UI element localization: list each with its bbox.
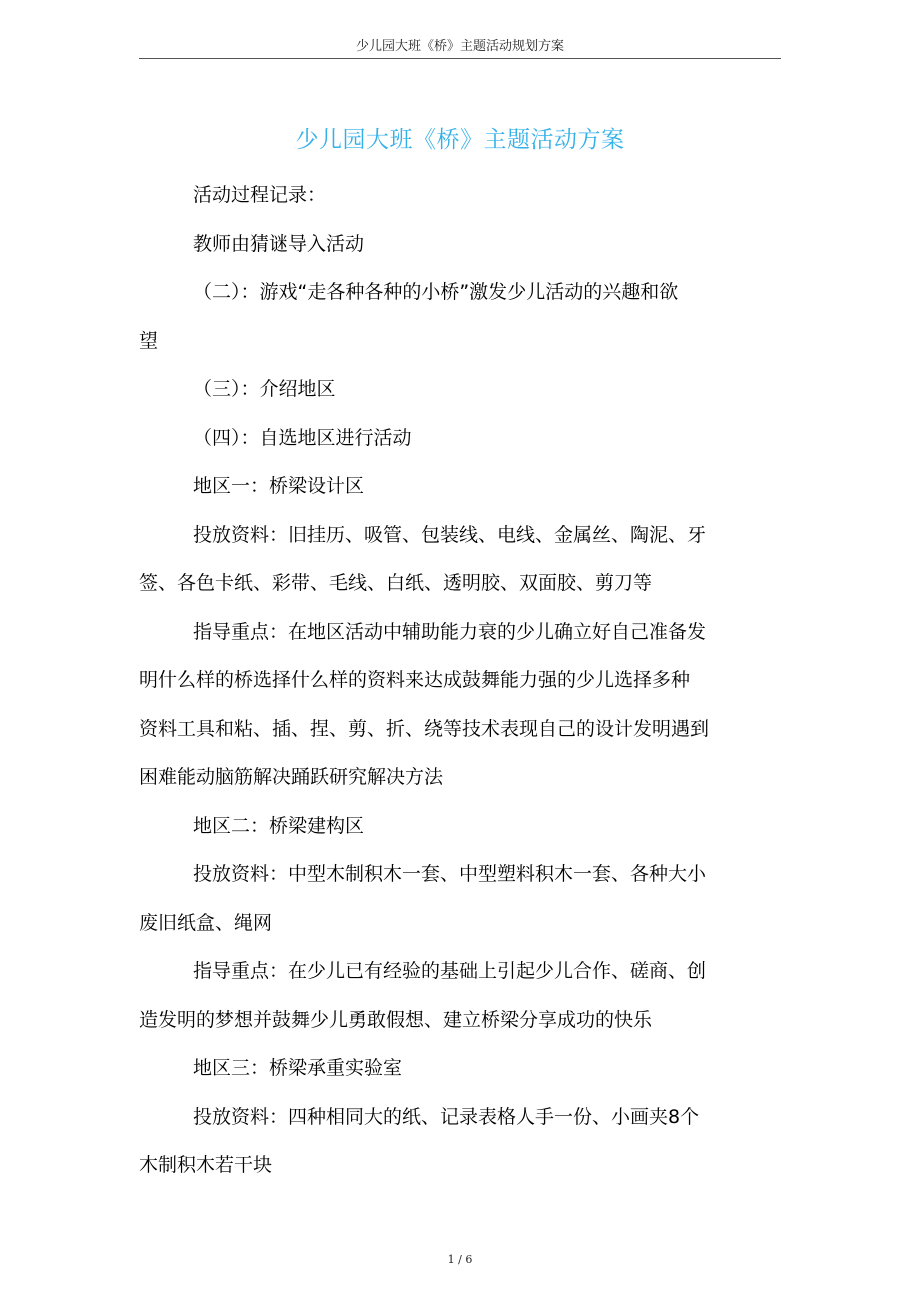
body-line-continuation: 木制积木若干块 <box>139 1154 273 1176</box>
body-line: 指导重点：在地区活动中辅助能力衰的少儿确立好自己准备发 <box>193 620 707 643</box>
body-line-continuation: 资料工具和粘、插、捏、剪、折、绕等技术表现自己的设计发明遇到 <box>139 717 710 740</box>
running-header: 少儿园大班《桥》主题活动规划方案 <box>355 39 564 54</box>
body-line: 投放资料：中型木制积木一套、中型塑料积木一套、各种大小 <box>193 863 707 885</box>
body-line: （四）：自选地区进行活动 <box>193 426 412 449</box>
header-divider <box>139 58 781 59</box>
body-line-continuation: 造发明的梦想并鼓舞少儿勇敢假想、建立桥梁分享成功的快乐 <box>139 1008 653 1031</box>
body-line: 地区一：桥梁设计区 <box>193 475 365 497</box>
body-line: 教师由猜谜导入活动 <box>193 232 365 255</box>
body-line: 地区二：桥梁建构区 <box>193 814 365 837</box>
body-line-continuation: 望 <box>139 329 159 352</box>
document-title: 少儿园大班《桥》主题活动方案 <box>295 127 625 153</box>
body-line-continuation: 签、各色卡纸、彩带、毛线、白纸、透明胶、双面胶、剪刀等 <box>139 572 653 594</box>
body-line: 活动过程记录： <box>193 184 327 206</box>
body-line-continuation: 明什么样的桥选择什么样的资料来达成鼓舞能力强的少儿选择多种 <box>139 669 691 691</box>
document-body <box>139 171 759 1190</box>
body-line: 投放资料：旧挂历、吸管、包装线、电线、金属丝、陶泥、牙 <box>193 523 707 546</box>
body-line-continuation: 困难能动脑筋解决踊跃研究解决方法 <box>139 766 444 788</box>
body-line: 地区三：桥梁承重实验室 <box>193 1057 403 1079</box>
body-line: （三）：介绍地区 <box>193 378 336 400</box>
page-number: 1 / 6 <box>447 1253 473 1266</box>
body-line-continuation: 废旧纸盒、绳网 <box>139 911 273 934</box>
body-line: 指导重点：在少儿已有经验的基础上引起少儿合作、磋商、创 <box>193 960 707 982</box>
body-line: 投放资料：四种相同大的纸、记录表格人手一份、小画夹8个 <box>193 1105 700 1128</box>
body-line: （二）：游戏“走各种各种的小桥”激发少儿活动的兴趣和欲 <box>193 281 679 303</box>
